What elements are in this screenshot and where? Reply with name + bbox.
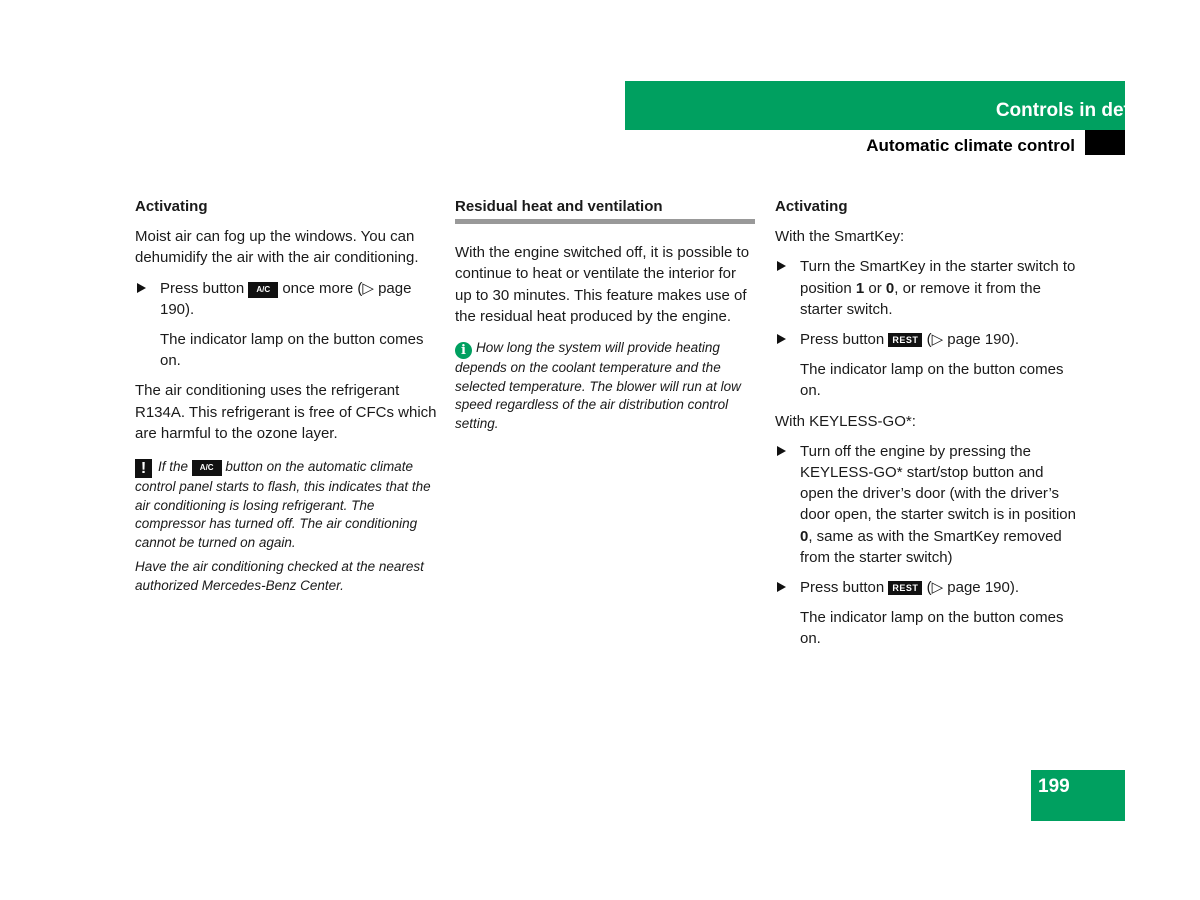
step: [775, 441, 1080, 568]
step-text: , or remove it from the starter switch.: [800, 279, 1041, 318]
heading: Activating: [775, 198, 848, 215]
heading: Activating: [135, 198, 208, 215]
step-text: , same as with the SmartKey removed from the starter switch): [800, 527, 1062, 566]
step-text: once more (▷ page 190).: [160, 279, 412, 318]
step-text: Press button: [800, 331, 885, 349]
note-text: button on the automatic climate control panel starts to flash, this indicates that the air conditioning is losing refrigerant. The compressor has turned off. The air conditioning cannot be turned on again.: [135, 459, 431, 550]
section-marker: [1085, 130, 1125, 155]
step-text: Turn the SmartKey in the starter switch to position: [800, 258, 1076, 297]
note-text: How long the system will provide heating depends on the coolant temperature and the selected temperature. The blower will run at low speed regardless of the air distribution control setting.: [455, 340, 741, 431]
step: [135, 278, 440, 320]
column-3: [775, 196, 1080, 659]
chapter-title: Controls in detail: [995, 100, 1151, 121]
paragraph: With the SmartKey:: [775, 228, 905, 246]
page-number-box: [1031, 770, 1125, 821]
paragraph: With the engine switched off, it is possible to continue to heat or ventilate the interior for up to 30 minutes. This feature makes use of the residual heat produced by the engine.: [455, 244, 750, 325]
position: 0: [800, 527, 809, 545]
ac-button-icon: A/C: [192, 460, 222, 476]
step: [775, 256, 1080, 320]
position: 1: [855, 279, 865, 297]
step-text: Press button: [160, 279, 245, 297]
position: 0: [885, 279, 895, 297]
step-text: (▷ page 190).: [926, 579, 1020, 597]
result: The indicator lamp on the button comes on.: [800, 609, 1064, 648]
ac-button-icon: A/C: [248, 282, 278, 298]
info-icon: i: [455, 342, 472, 359]
column-1: [135, 196, 440, 602]
paragraph: With KEYLESS-GO*:: [775, 412, 916, 430]
rest-button-icon: REST: [888, 333, 922, 347]
result: The indicator lamp on the button comes on.: [160, 331, 424, 370]
page-number: 199: [1038, 776, 1070, 797]
section-title: Automatic climate control: [866, 136, 1075, 155]
step-text: Press button: [800, 579, 885, 597]
info-note: [455, 339, 755, 433]
column-2: [455, 196, 755, 439]
step: [775, 577, 1080, 598]
paragraph: Moist air can fog up the windows. You can dehumidify the air with the air conditioning.: [135, 228, 419, 267]
step-text: Turn off the engine by pressing the KEYLESS-GO* start/stop button and open the driver’s door (with the driver’s door open, the starter switch is in position: [800, 442, 1076, 524]
result: The indicator lamp on the button comes on.: [800, 361, 1064, 400]
note-text: If the: [158, 459, 189, 475]
warning-icon: !: [135, 459, 152, 478]
step: [775, 329, 1080, 350]
rest-button-icon: REST: [888, 581, 922, 595]
step-text: (▷ page 190).: [926, 331, 1020, 349]
note: Have the air conditioning checked at the nearest authorized Mercedes-Benz Center.: [135, 559, 424, 593]
heading: Residual heat and ventilation: [455, 196, 755, 224]
step-text: or: [864, 279, 886, 297]
warning-note: [135, 458, 440, 552]
paragraph: The air conditioning uses the refrigerant R134A. This refrigerant is free of CFCs which are harmful to the ozone layer.: [135, 382, 437, 442]
